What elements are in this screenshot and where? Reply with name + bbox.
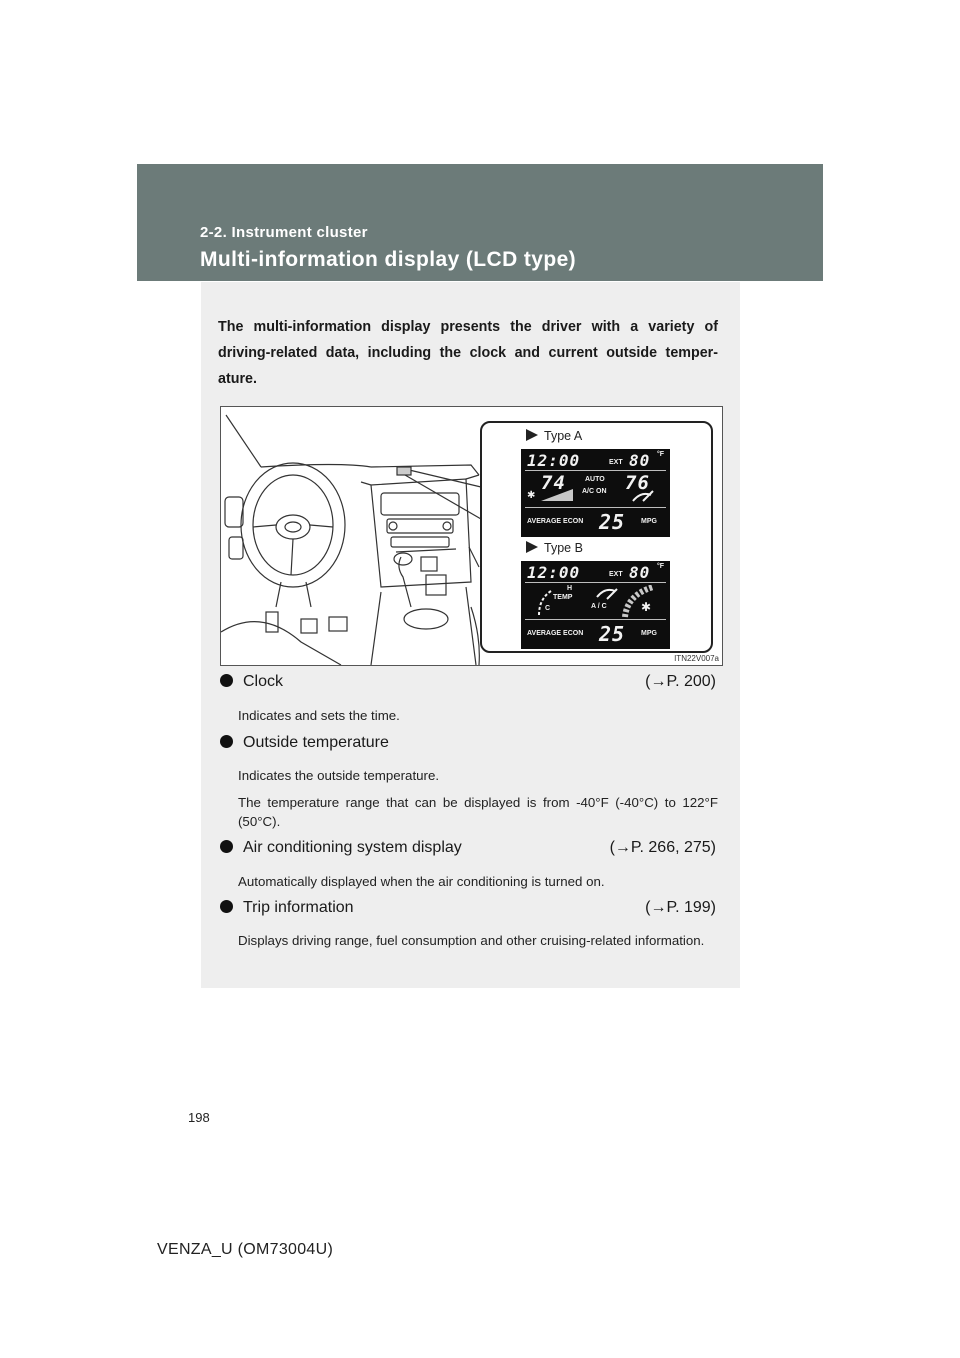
figure-code: ITN22V007a xyxy=(674,654,719,663)
lcd-right-temp: 76 xyxy=(625,472,650,494)
item-desc: Displays driving range, fuel consumption and other cruising-related information. xyxy=(238,933,705,948)
page-number: 198 xyxy=(188,1110,210,1125)
item-air-conditioning xyxy=(220,839,720,857)
lcd-type-b xyxy=(521,561,670,649)
page-ref-link[interactable]: (→P. 200) xyxy=(645,673,716,690)
item-outside-temperature xyxy=(220,734,720,752)
lcd-avg-econ: AVERAGE ECON xyxy=(527,630,584,637)
lcd-ext-label: EXT xyxy=(609,459,623,466)
lcd-econ-value: 25 xyxy=(599,622,626,646)
bullet-icon xyxy=(220,674,233,687)
item-desc: Automatically displayed when the air conditioning is turned on. xyxy=(238,874,605,889)
dashboard-figure xyxy=(220,406,723,666)
item-desc: Indicates the outside temperature. xyxy=(238,768,440,783)
type-a-label xyxy=(526,429,582,443)
lcd-econ-value: 25 xyxy=(599,510,626,534)
page-title: Multi-information display (LCD type) xyxy=(200,248,577,271)
lcd-avg-econ: AVERAGE ECON xyxy=(527,518,584,525)
bullet-icon xyxy=(220,900,233,913)
type-a-text: Type A xyxy=(544,429,583,443)
lcd-divider xyxy=(525,470,666,471)
lcd-clock: 12:00 xyxy=(527,451,581,470)
lcd-mpg: MPG xyxy=(641,518,657,525)
lcd-h-label: H xyxy=(567,585,573,592)
document-footer: VENZA_U (OM73004U) xyxy=(157,1241,334,1258)
lcd-ext-temp: 80 xyxy=(629,451,651,470)
lcd-divider xyxy=(525,507,666,508)
lcd-clock: 12:00 xyxy=(527,563,581,582)
item-label: Trip information xyxy=(243,899,354,916)
section-label: 2-2. Instrument cluster xyxy=(200,224,368,241)
display-callout xyxy=(480,421,713,653)
lcd-divider xyxy=(525,619,666,620)
content-panel xyxy=(201,282,740,988)
item-desc: The temperature range that can be displayed is from -40°F (-40°C) to 122°F (50°C). xyxy=(238,795,718,829)
lcd-ext-label: EXT xyxy=(609,571,623,578)
item-trip-information xyxy=(220,899,720,917)
svg-text:✱: ✱ xyxy=(527,490,536,501)
type-b-label xyxy=(526,541,583,555)
fan-level-icon xyxy=(527,487,575,503)
item-desc: Indicates and sets the time. xyxy=(238,708,400,723)
lcd-mpg: MPG xyxy=(641,630,657,637)
lcd-unit: °F xyxy=(657,451,665,458)
lcd-divider xyxy=(525,582,666,583)
section-header xyxy=(137,164,823,281)
intro-text: The multi-information display presents the driver with a variety of driving-related data, including the clock and current outside temper-ature. xyxy=(218,319,718,387)
item-clock xyxy=(220,673,720,691)
arrow-right-icon xyxy=(526,429,538,441)
lcd-ac-label: A / C xyxy=(591,603,607,610)
lcd-left-temp: 74 xyxy=(541,472,566,494)
type-b-text: Type B xyxy=(544,541,583,555)
lcd-c-label: C xyxy=(545,605,551,612)
lcd-auto: AUTO xyxy=(585,476,605,483)
item-label: Outside temperature xyxy=(243,734,389,751)
bullet-icon xyxy=(220,735,233,748)
page-ref-link[interactable]: (→P. 266, 275) xyxy=(609,839,716,856)
svg-text:✱: ✱ xyxy=(641,600,652,614)
lcd-unit: °F xyxy=(657,563,665,570)
arrow-right-icon xyxy=(526,541,538,553)
item-label: Air conditioning system display xyxy=(243,839,462,856)
temp-fan-gauges xyxy=(525,585,665,619)
bullet-icon xyxy=(220,840,233,853)
lcd-temp-label: TEMP xyxy=(553,594,573,601)
item-label: Clock xyxy=(243,673,284,690)
page-ref-link[interactable]: (→P. 199) xyxy=(645,899,716,916)
lcd-type-a xyxy=(521,449,670,537)
lcd-ac-on: A/C ON xyxy=(582,488,607,495)
lcd-ext-temp: 80 xyxy=(629,563,651,582)
airflow-icon xyxy=(631,489,661,503)
